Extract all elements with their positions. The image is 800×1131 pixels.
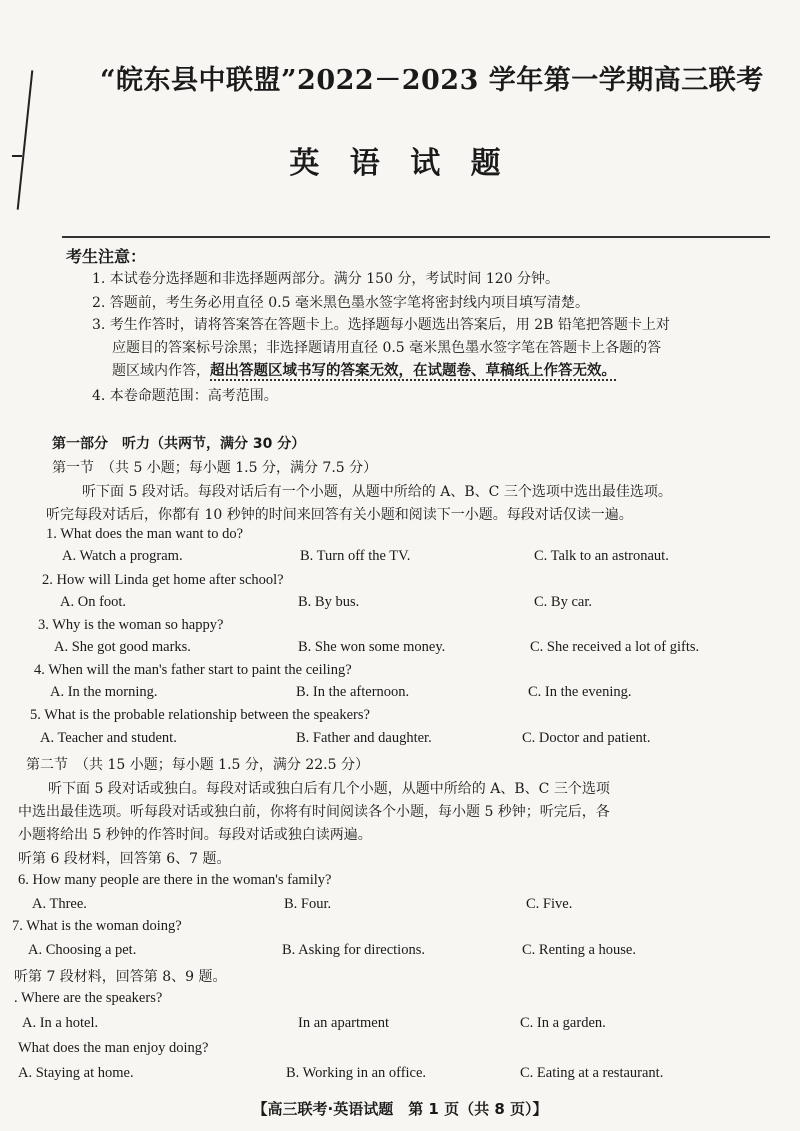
section2-instructions-line3: 小题将给出 5 秒钟的作答时间。每段对话或独白读两遍。 [18, 827, 372, 843]
part1-title: 第一部分 听力（共两节，满分 30 分） [52, 436, 306, 452]
question-5: 5. What is the probable relationship between the speakers? [30, 707, 370, 723]
option-5b: B. Father and daughter. [296, 730, 432, 746]
notice-item-3-tail: 题区域内作答， [112, 363, 210, 379]
option-3c: C. She received a lot of gifts. [530, 639, 700, 655]
notice-heading: 考生注意： [66, 247, 147, 266]
option-9c: C. Eating at a restaurant. [520, 1065, 664, 1081]
section1-title: 第一节 （共 5 小题；每小题 1.5 分，满分 7.5 分） [52, 460, 378, 476]
option-4a: A. In the morning. [50, 684, 158, 700]
notice-emphasis: 超出答题区域书写的答案无效，在试题卷、草稿纸上作答无效。 [210, 363, 616, 379]
option-9b: B. Working in an office. [286, 1065, 427, 1081]
option-4b: B. In the afternoon. [296, 684, 410, 700]
material-7-heading: 听第 7 段材料，回答第 8、9 题。 [14, 969, 227, 985]
notice-item-2: 2. 答题前，考生务必用直径 0.5 毫米黑色墨水签字笔将密封线内项目填写清楚。 [92, 295, 589, 311]
notice-top-rule [62, 236, 770, 238]
option-5a: A. Teacher and student. [40, 730, 177, 746]
option-2c: C. By car. [534, 594, 592, 610]
option-1a: A. Watch a program. [62, 548, 183, 564]
option-8b: In an apartment [298, 1015, 389, 1031]
option-6c: C. Five. [526, 896, 573, 912]
option-8c: C. In a garden. [520, 1015, 606, 1031]
section2-title: 第二节 （共 15 小题；每小题 1.5 分，满分 22.5 分） [26, 757, 369, 773]
question-6: 6. How many people are there in the woman's family? [18, 872, 332, 888]
option-8a: A. In a hotel. [22, 1015, 99, 1031]
question-7: 7. What is the woman doing? [12, 918, 182, 934]
material-6-heading: 听第 6 段材料，回答第 6、7 题。 [18, 851, 231, 867]
page-footer: 【高三联考·英语试题 第 1 页（共 8 页）】 [252, 1100, 548, 1118]
option-2b: B. By bus. [298, 594, 360, 610]
option-6b: B. Four. [284, 896, 332, 912]
notice-item-4: 4. 本卷命题范围：高考范围。 [92, 388, 278, 404]
notice-item-3: 3. 考生作答时，请将答案答在答题卡上。选择题每小题选出答案后，用 2B 铅笔把答题卡上对 [92, 317, 670, 333]
section2-instructions-line1: 听下面 5 段对话或独白。每段对话或独白后有几个小题，从题中所给的 A、B、C 三个选项 [48, 781, 610, 797]
notice-item-3-cont: 应题目的答案标号涂黑；非选择题请用直径 0.5 毫米黑色墨水签字笔在答题卡上各题的答 [112, 340, 662, 356]
option-9a: A. Staying at home. [18, 1065, 134, 1081]
option-5c: C. Doctor and patient. [522, 730, 651, 746]
question-2: 2. How will Linda get home after school? [42, 572, 284, 588]
question-8: . Where are the speakers? [14, 990, 163, 1006]
option-6a: A. Three. [32, 896, 87, 912]
exam-subtitle: 英 语 试 题 [289, 146, 511, 181]
question-9: What does the man enjoy doing? [18, 1040, 209, 1056]
option-3b: B. She won some money. [298, 639, 446, 655]
option-2a: A. On foot. [60, 594, 127, 610]
option-1b: B. Turn off the TV. [300, 548, 411, 564]
option-3a: A. She got good marks. [54, 639, 191, 655]
option-7c: C. Renting a house. [522, 942, 636, 958]
question-4: 4. When will the man's father start to paint the ceiling? [34, 662, 352, 678]
option-4c: C. In the evening. [528, 684, 632, 700]
section1-instructions-line1: 听下面 5 段对话。每段对话后有一个小题，从题中所给的 A、B、C 三个选项中选出最佳选项。 [82, 484, 672, 500]
option-1c: C. Talk to an astronaut. [534, 548, 669, 564]
question-1: 1. What does the man want to do? [46, 526, 244, 542]
exam-title: “皖东县中联盟”2022－2023 学年第一学期高三联考 [100, 65, 764, 96]
section2-instructions-line2: 中选出最佳选项。听每段对话或独白前，你将有时间阅读各个小题，每小题 5 秒钟；听完后，各 [18, 804, 610, 820]
option-7b: B. Asking for directions. [282, 942, 425, 958]
section1-instructions-line2: 听完每段对话后，你都有 10 秒钟的时间来回答有关小题和阅读下一小题。每段对话仅读一遍。 [46, 507, 633, 523]
option-7a: A. Choosing a pet. [28, 942, 137, 958]
question-3: 3. Why is the woman so happy? [38, 617, 224, 633]
notice-item-3-cont2 [112, 359, 616, 380]
notice-item-1: 1. 本试卷分选择题和非选择题两部分。满分 150 分，考试时间 120 分钟。 [92, 271, 560, 287]
